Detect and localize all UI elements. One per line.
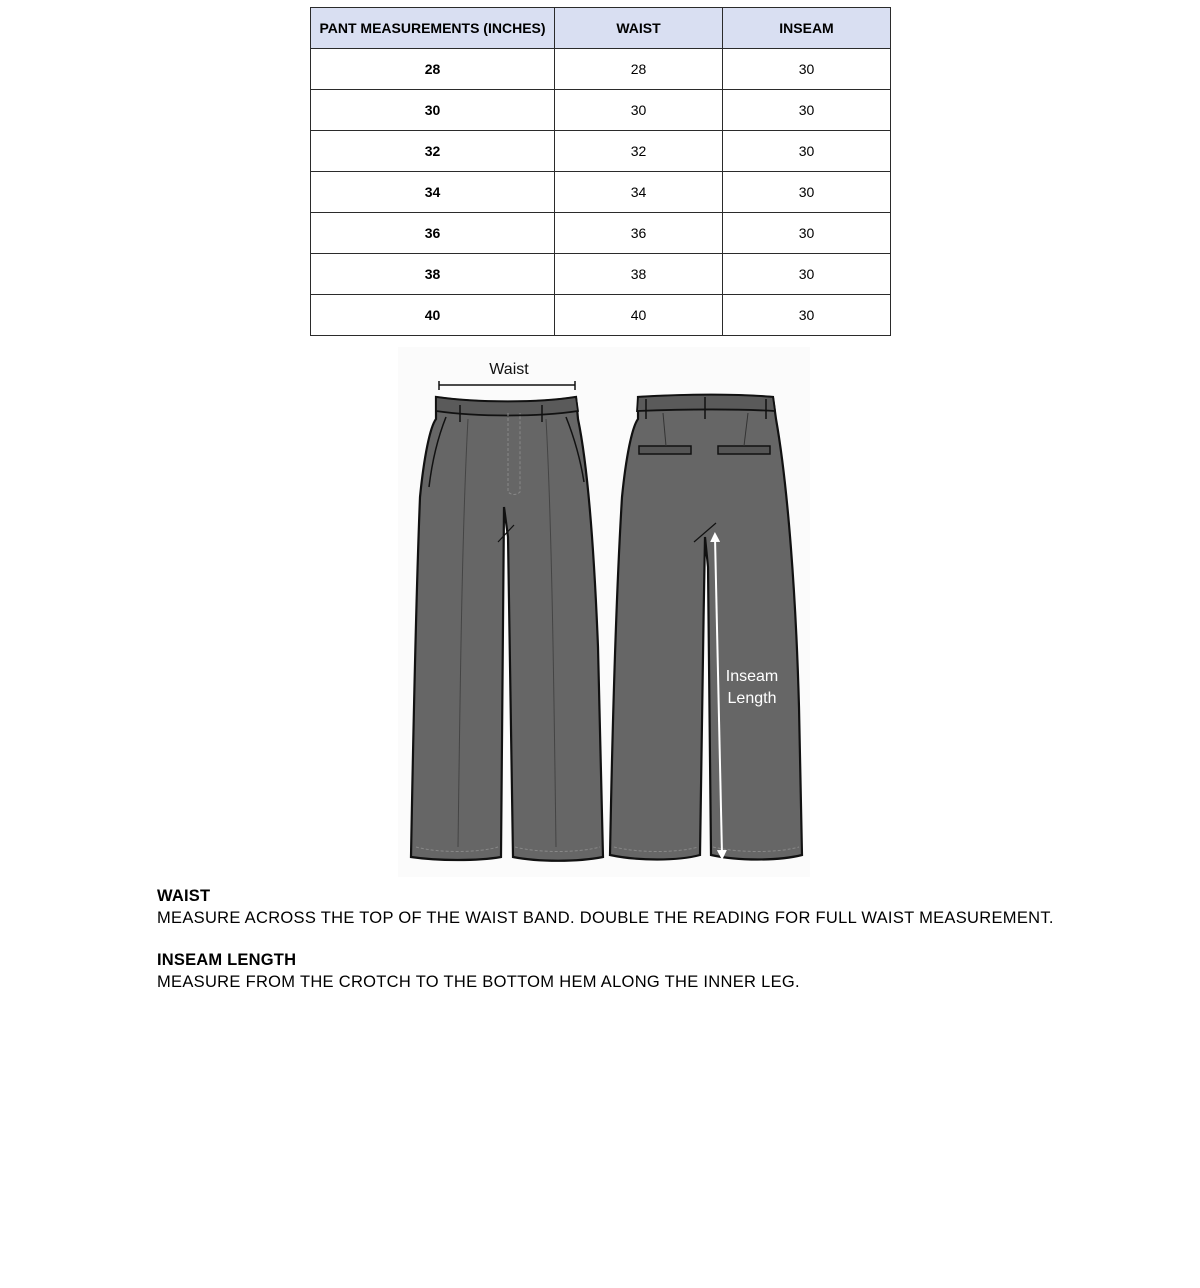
size-cell: 36 [311,213,555,254]
table-row [311,90,891,131]
waist-cell: 34 [555,172,723,213]
inseam-cell: 30 [723,90,891,131]
table-row [311,131,891,172]
table-row [311,172,891,213]
table-row [311,213,891,254]
measurement-instructions [157,886,1157,994]
inseam-instruction-title: INSEAM LENGTH [157,951,297,969]
inseam-cell: 30 [723,254,891,295]
inseam-instruction [157,950,1157,994]
pants-measurement-diagram [398,347,810,877]
waist-instruction-body: MEASURE ACROSS THE TOP OF THE WAIST BAND. DOUBLE THE READING FOR FULL WAIST MEASUREMENT. [157,909,1054,927]
header-inseam: INSEAM [723,8,891,49]
back-pocket-right [718,446,770,454]
size-cell: 28 [311,49,555,90]
table-row [311,49,891,90]
inseam-cell: 30 [723,131,891,172]
size-cell: 30 [311,90,555,131]
waist-cell: 32 [555,131,723,172]
inseam-cell: 30 [723,49,891,90]
header-waist: WAIST [555,8,723,49]
table-row [311,254,891,295]
back-pocket-left [639,446,691,454]
inseam-diagram-label-line1: Inseam [725,668,779,685]
inseam-instruction-body: MEASURE FROM THE CROTCH TO THE BOTTOM HEM ALONG THE INNER LEG. [157,973,800,991]
size-cell: 38 [311,254,555,295]
table-row [311,295,891,336]
size-cell: 34 [311,172,555,213]
inseam-diagram-label-line2: Length [727,690,777,707]
waist-instruction-title: WAIST [157,887,211,905]
inseam-cell: 30 [723,213,891,254]
table-header-row [311,8,891,49]
waist-cell: 40 [555,295,723,336]
size-cell: 32 [311,131,555,172]
waist-cell: 28 [555,49,723,90]
size-cell: 40 [311,295,555,336]
size-chart-table [310,7,891,336]
waist-cell: 38 [555,254,723,295]
inseam-cell: 30 [723,172,891,213]
waist-instruction [157,886,1157,930]
header-size: PANT MEASUREMENTS (INCHES) [311,8,555,49]
waist-diagram-label: Waist [489,361,529,378]
waist-cell: 30 [555,90,723,131]
waist-cell: 36 [555,213,723,254]
inseam-cell: 30 [723,295,891,336]
